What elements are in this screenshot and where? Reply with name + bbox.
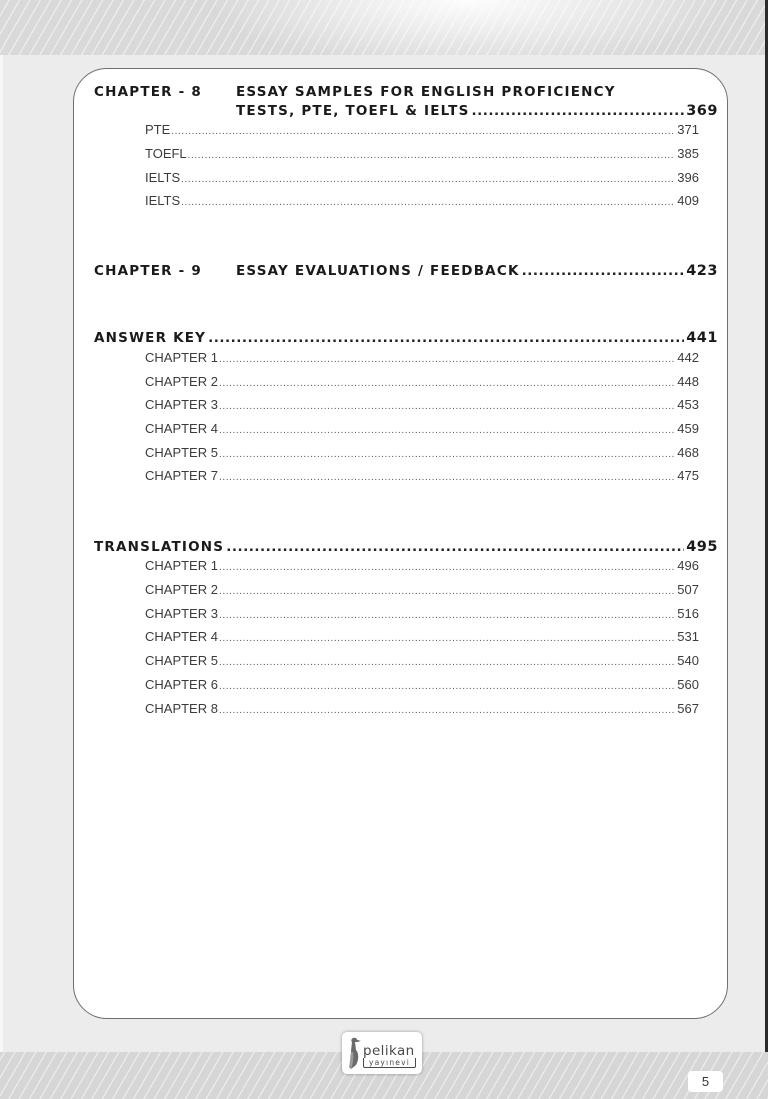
dot-leader [219,472,674,483]
page-number-link: 423 [686,263,718,279]
dot-leader [181,197,674,208]
chapter-title: ESSAY SAMPLES FOR ENGLISH PROFICIENCY [236,84,616,100]
dot-leader [219,378,674,389]
entry-label: CHAPTER 7 [145,468,218,483]
page-number-link: 369 [686,103,718,119]
entry-page: 468 [677,445,699,460]
toc-entry[interactable] [145,445,699,460]
toc-heading-chapter-9[interactable] [94,263,718,279]
dot-leader [188,150,675,161]
dot-leader [219,681,674,692]
entry-label: CHAPTER 2 [145,374,218,389]
entry-page: 459 [677,421,699,436]
chapter-number-label: CHAPTER - 9 [94,263,202,279]
toc-entry[interactable] [145,582,699,597]
top-decorative-band [0,0,768,55]
entry-label: CHAPTER 1 [145,558,218,573]
dot-leader [219,657,674,668]
entry-label: IELTS [145,170,181,185]
entry-label: CHAPTER 5 [145,445,218,460]
entry-label: CHAPTER 3 [145,606,218,621]
entry-label: CHAPTER 2 [145,582,218,597]
entry-label: CHAPTER 1 [145,350,218,365]
entry-page: 540 [677,653,699,668]
dot-leader [226,539,684,555]
page-number-link: 495 [686,539,718,555]
entry-label: CHAPTER 4 [145,421,218,436]
toc-entry[interactable] [145,397,699,412]
dot-leader [219,562,674,573]
entry-page: 475 [677,468,699,483]
toc-heading-answer-key[interactable] [94,330,718,346]
entry-label: PTE [145,122,171,137]
entry-page: 516 [677,606,699,621]
section-title: ANSWER KEY [94,330,207,346]
toc-entry[interactable] [145,606,699,621]
dot-leader [219,401,674,412]
publisher-name: pelikan [363,1043,415,1059]
dot-leader [219,449,674,460]
toc-heading-chapter-8[interactable] [94,103,718,119]
entry-page: 385 [677,146,699,161]
toc-entry[interactable] [145,558,699,573]
toc-entry[interactable] [145,701,699,716]
entry-label: IELTS [145,193,181,208]
toc-entry[interactable] [145,677,699,692]
entry-label: CHAPTER 3 [145,397,218,412]
dot-leader [219,705,674,716]
toc-heading-chapter-8-line1 [94,84,616,100]
pelican-icon [346,1036,362,1070]
entry-label: TOEFL [145,146,187,161]
toc-entry[interactable] [145,653,699,668]
dot-leader [219,586,674,597]
toc-entry[interactable] [145,350,699,365]
chapter-title: ESSAY EVALUATIONS / FEEDBACK [236,263,520,279]
publisher-subtitle: yayınevi [363,1058,416,1068]
entry-page: 442 [677,350,699,365]
entry-page: 396 [677,170,699,185]
toc-entry[interactable] [145,629,699,644]
entry-page: 448 [677,374,699,389]
toc-heading-translations[interactable] [94,539,718,555]
toc-entry[interactable] [145,468,699,483]
toc-entry[interactable] [145,170,699,185]
publisher-logo [342,1032,422,1074]
entry-label: CHAPTER 4 [145,629,218,644]
entry-page: 409 [677,193,699,208]
dot-leader [219,354,674,365]
chapter-title-continued: TESTS, PTE, TOEFL & IELTS [236,103,470,119]
toc-entry[interactable] [145,122,699,137]
dot-leader [181,174,674,185]
dot-leader [472,103,685,119]
entry-page: 371 [677,122,699,137]
dot-leader [219,633,674,644]
page-number-link: 441 [686,330,718,346]
dot-leader [208,330,684,346]
entry-label: CHAPTER 6 [145,677,218,692]
toc-entry[interactable] [145,421,699,436]
entry-page: 496 [677,558,699,573]
entry-page: 453 [677,397,699,412]
chapter-number-label: CHAPTER - 8 [94,84,202,100]
page-edge [0,55,3,1052]
dot-leader [219,425,674,436]
dot-leader [171,126,674,137]
section-title: TRANSLATIONS [94,539,225,555]
entry-page: 560 [677,677,699,692]
toc-entry[interactable] [145,146,699,161]
page-number: 5 [688,1071,723,1092]
dot-leader [219,610,674,621]
entry-page: 531 [677,629,699,644]
entry-label: CHAPTER 8 [145,701,218,716]
toc-entry[interactable] [145,193,699,208]
toc-entry[interactable] [145,374,699,389]
entry-page: 567 [677,701,699,716]
entry-label: CHAPTER 5 [145,653,218,668]
entry-page: 507 [677,582,699,597]
dot-leader [522,263,685,279]
